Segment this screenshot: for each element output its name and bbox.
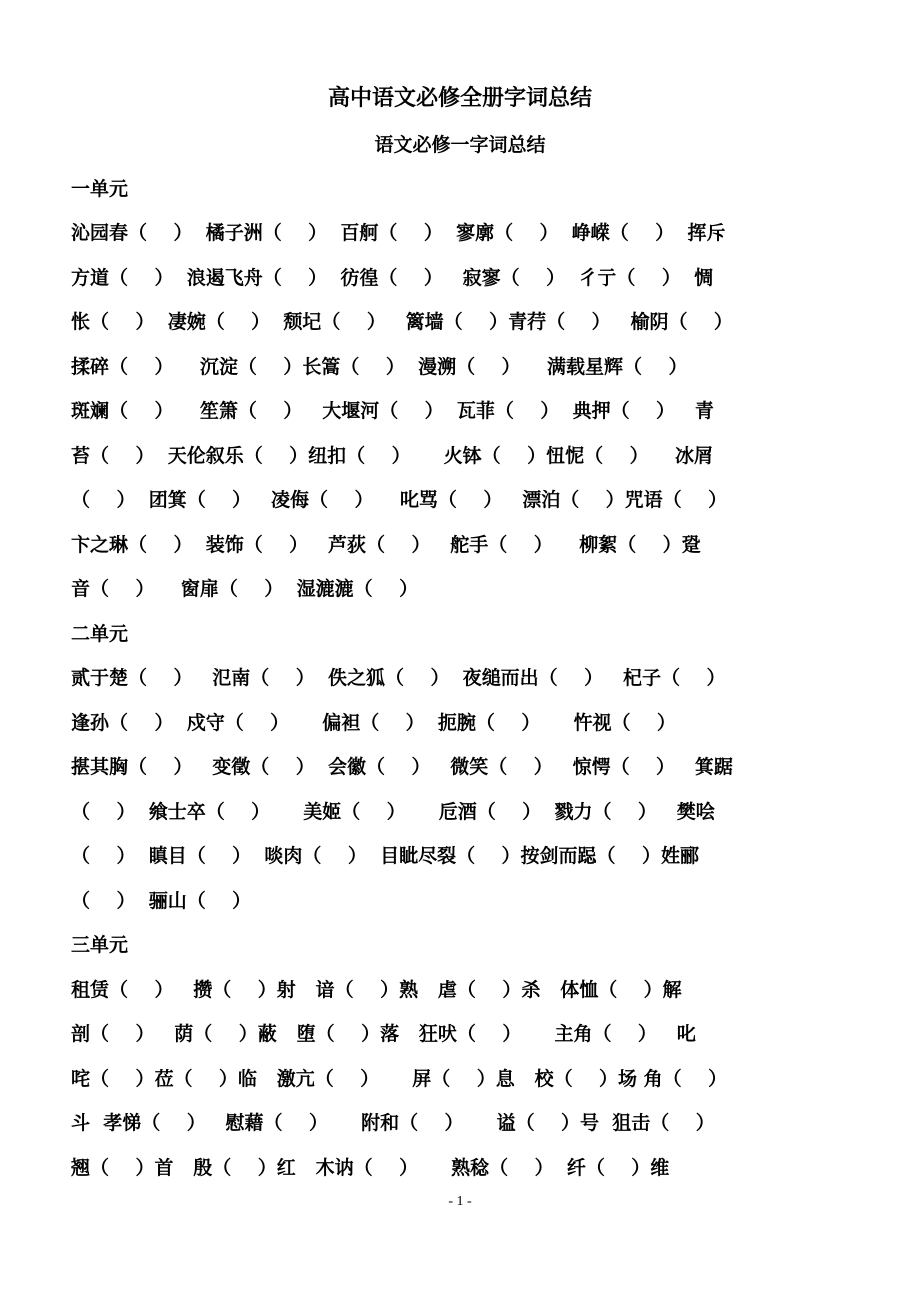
text-line: 揕其胸（ ） 变徵（ ） 会徽（ ） 微笑（ ） 惊愕（ ） 箕踞 [71,756,733,778]
text-line: 租赁（ ） 攒（ ）射 谙（ ）熟 虐（ ）杀 体恤（ ）解 [71,979,682,1001]
document-subtitle: 语文必修一字词总结 [374,134,546,156]
text-line: （ ） 瞋目（ ） 啖肉（ ） 目眦尽裂（ ）按剑而跽（ ）姓郦 [71,845,699,867]
text-line: （ ） 骊山（ ） [71,890,252,912]
text-line: 怅（ ） 凄婉（ ） 颓圮（ ） 篱墙（ ）青荇（ ） 榆阴（ ） [71,311,733,333]
text-line: （ ） 团箕（ ） 凌侮（ ） 叱骂（ ） 漂泊（ ）咒语（ ） [71,489,728,511]
text-line: 斗 孝悌（ ） 慰藉（ ） 附和（ ） 谥（ ）号 狙击（ ） [71,1112,715,1134]
text-line: 卞之琳（ ） 装饰（ ） 芦荻（ ） 舵手（ ） 柳絮（ ）跫 [71,534,701,556]
text-line: 剖（ ） 荫（ ）蔽 堕（ ）落 狂吠（ ） 主角（ ） 叱 [71,1023,696,1045]
section-heading: 一单元 [71,178,129,200]
text-line: 斑斓（ ） 笙箫（ ） 大堰河（ ） 瓦菲（ ） 典押（ ） 青 [71,400,714,422]
text-line: 沁园春（ ） 橘子洲（ ） 百舸（ ） 寥廓（ ） 峥嵘（ ） 挥斥 [71,222,726,244]
text-line: 翘（ ）首 殷（ ）红 木讷（ ） 熟稔（ ） 纤（ ）维 [71,1157,670,1179]
text-line: 咤（ ）莅（ ）临 激亢（ ） 屏（ ）息 校（ ）场 角（ ） [71,1068,728,1090]
text-line: 方道（ ） 浪遏飞舟（ ） 彷徨（ ） 寂寥（ ） 彳亍（ ） 惆 [71,267,714,289]
section-heading: 二单元 [71,623,129,645]
text-line: 音（ ） 窗扉（ ） 湿漉漉（ ） [71,578,419,600]
text-line: 贰于楚（ ） 氾南（ ） 佚之狐（ ） 夜缒而出（ ） 杞子（ ） [71,667,726,689]
document-title: 高中语文必修全册字词总结 [327,86,592,111]
text-line: 苔（ ） 天伦叙乐（ ）纽扣（ ） 火钵（ ）忸怩（ ） 冰屑 [71,445,714,467]
text-line: （ ） 飨士卒（ ） 美姬（ ） 卮酒（ ） 戮力（ ） 樊哙 [71,801,715,823]
section-heading: 三单元 [71,934,129,956]
text-line: 揉碎（ ） 沉淀（ ）长篙（ ） 漫溯（ ） 满载星辉（ ） [71,356,688,378]
text-line: 逢孙（ ） 戍守（ ） 偏袒（ ） 扼腕（ ） 忤视（ ） [71,712,676,734]
page-number: - 1 - [448,1194,472,1209]
